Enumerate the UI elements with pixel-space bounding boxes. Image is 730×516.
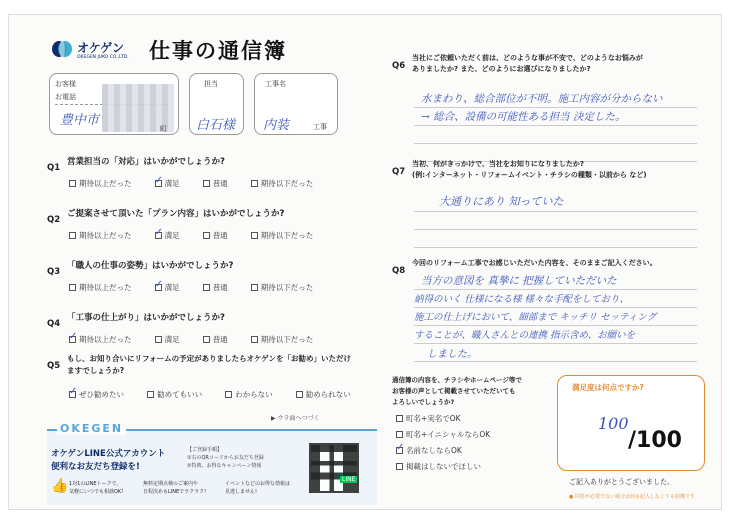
question-text-line1: 当社にご依頼いただく前は、どのような事が不安で、どのようなお悩みが (412, 54, 643, 62)
satisfaction-score: 100 (598, 414, 629, 433)
satisfaction-label: 満足度は何点ですか? (572, 383, 644, 392)
publish-text-line2: お客様の声として掲載させていただいても (392, 387, 516, 395)
publish-text-line1: 通信簿の内容を、チラシやホームページ等で (392, 376, 522, 384)
work-box (254, 73, 338, 135)
q6-answer-line2: → 総合、設備の可能性ある担当 決定した。 (421, 111, 626, 123)
question-text-line1: 当初、何がきっかけで、当社をお知りになりましたか? (412, 160, 584, 168)
checkbox-below[interactable] (251, 232, 258, 239)
checkbox-noname-checked[interactable] (396, 447, 403, 454)
checkbox-recommend-checked[interactable] (69, 391, 76, 398)
question-q1 (47, 155, 377, 188)
question-text: 営業担当の「対応」はいかがでしょうか? (67, 157, 225, 167)
line-qr-code[interactable] (309, 443, 359, 493)
q8-answer-line4: することが、職人さんとの連携 指示含め、お願いを (414, 330, 636, 341)
checkbox-below[interactable] (251, 336, 258, 343)
question-text-line1: もし、お知り合いにリフォームの予定がありましたらオケゲンを「お勧め」いただけ (67, 354, 352, 363)
brand-logo (51, 37, 161, 65)
option-noname[interactable]: ✓ 名前なしならOK (396, 445, 490, 456)
checkbox-normal[interactable] (203, 232, 210, 239)
checkbox-unsure[interactable] (225, 391, 232, 398)
question-text-line2: ますでしょうか? (67, 366, 125, 375)
thanks-note: ● 回答が必要でない場合は何も記入しなくても結構です (569, 494, 695, 500)
option-recommend[interactable]: ✓ ぜひ勧めたい (69, 389, 124, 400)
publish-options (396, 413, 508, 477)
customer-name-label: お客様 (55, 80, 76, 88)
brand-sub: OKEGEN JUKO CO.,LTD. (77, 55, 129, 60)
checkbox-satisfied-checked[interactable] (155, 180, 162, 187)
question-q4 (47, 311, 377, 344)
question-text-line1: 今回のリフォーム工事でお感じいただいた内容を、そのままご記入ください。 (412, 259, 657, 267)
checkbox-above[interactable] (69, 232, 76, 239)
promo-card-2: 無料定期点検のご案内や 日程決めもLINEでラクラク! (143, 481, 207, 495)
question-q5 (47, 353, 377, 399)
promo-note2: ①右のQRコードからお友だち登録 (187, 455, 264, 461)
option-realname[interactable]: 町名+実名でOK (396, 413, 490, 424)
staff-value: 白石様 (196, 118, 236, 133)
option-no[interactable]: 勧められない (296, 389, 351, 400)
option-below[interactable]: 期待以下だった (251, 178, 314, 189)
option-satisfied[interactable]: 満足 (155, 334, 180, 345)
town-suffix: 町 (160, 125, 167, 133)
option-above[interactable]: ✓ 期待以上だった (69, 334, 132, 345)
q8-answer-line5: しました。 (427, 349, 477, 360)
checkbox-below[interactable] (251, 180, 258, 187)
q8-answer-line2: 納得のいく 仕様になる様 様々な手配をしており、 (414, 294, 630, 305)
question-number: Q4 (47, 319, 61, 329)
question-text-line2: ありましたか? また、どのようにお選びになりましたか? (412, 65, 591, 73)
customer-box (49, 73, 179, 135)
question-q7 (392, 159, 702, 178)
checkbox-above-checked[interactable] (69, 336, 76, 343)
publish-text-line3: よろしいでしょうか? (392, 398, 455, 406)
checkbox-above[interactable] (69, 180, 76, 187)
question-text: 「職人の仕事の姿勢」はいかがでしょうか? (67, 261, 234, 271)
option-normal[interactable]: 普通 (203, 282, 228, 293)
option-above[interactable]: 期待以上だった (69, 178, 132, 189)
customer-name-value: 豊中市 (60, 113, 100, 128)
okegen-logo-icon (51, 40, 73, 58)
promo-card-3: イベントなどのお得な情報は 見逃しません! (225, 481, 291, 495)
option-above[interactable]: 期待以上だった (69, 230, 132, 241)
question-number: Q5 (47, 361, 61, 371)
options-row (69, 328, 331, 347)
option-normal[interactable]: 普通 (203, 178, 228, 189)
question-number: Q8 (392, 266, 406, 276)
options-row (69, 224, 331, 243)
options-row (69, 383, 369, 402)
turn-note: ▶ ウラ面へつづく (271, 415, 320, 422)
q8-answer-line1: 当方の意図を 真摯に 把握していただいた (421, 275, 617, 287)
question-text: 「工事の仕上がり」はいかがでしょうか? (67, 313, 225, 323)
checkbox-normal[interactable] (203, 180, 210, 187)
option-above[interactable]: 期待以上だった (69, 282, 132, 293)
survey-sheet (8, 14, 722, 510)
question-number: Q3 (47, 267, 61, 277)
question-text: ご提案させて頂いた「プラン内容」はいかがでしょうか? (67, 209, 285, 219)
option-initials[interactable]: 町名+イニシャルならOK (396, 429, 490, 440)
question-q2 (47, 207, 377, 240)
promo-line1: オケゲンLINE公式アカウント (51, 449, 166, 459)
checkbox-below[interactable] (251, 284, 258, 291)
option-normal[interactable]: 普通 (203, 230, 228, 241)
question-number: Q2 (47, 215, 61, 225)
promo-card-1: 👍 1対1のLINEトークで、 気軽にいつでも相談OK! (51, 478, 124, 495)
checkbox-satisfied[interactable] (155, 336, 162, 343)
question-text-line2: (例:インターネット・リフォームイベント・チラシの種類・以前から など) (412, 171, 647, 179)
option-nopublish[interactable]: 掲載はしないでほしい (396, 461, 490, 472)
options-row (69, 172, 331, 191)
option-maybe[interactable]: 勧めてもいい (147, 389, 202, 400)
checkbox-satisfied-checked[interactable] (155, 284, 162, 291)
checkbox-realname[interactable] (396, 415, 403, 422)
work-value: 内装 (263, 118, 290, 133)
question-q6 (392, 53, 702, 72)
checkbox-normal[interactable] (203, 336, 210, 343)
brand-name: オケゲン (77, 41, 125, 55)
option-satisfied[interactable]: ✓ 満足 (155, 282, 180, 293)
q7-answer-line1: 大通りにあり 知っていた (439, 195, 564, 208)
page-title: 仕事の通信簿 (149, 39, 287, 63)
option-below[interactable]: 期待以下だった (251, 230, 314, 241)
question-q3 (47, 259, 377, 292)
option-below[interactable]: 期待以下だった (251, 334, 314, 345)
question-number: Q1 (47, 163, 61, 173)
option-unsure[interactable]: わからない (225, 389, 273, 400)
checkbox-above[interactable] (69, 284, 76, 291)
promo-line2: 便利なお友だち登録を! (51, 462, 140, 472)
question-number: Q7 (392, 167, 406, 177)
promo-brand: OKEGEN (57, 422, 126, 435)
option-below[interactable]: 期待以下だった (251, 282, 314, 293)
staff-label: 担当 (204, 80, 218, 88)
qr-caption: LINE (342, 476, 356, 483)
option-normal[interactable]: 普通 (203, 334, 228, 345)
work-label: 工事名 (265, 80, 286, 88)
promo-note1: 【ご登録手順】 (187, 447, 223, 453)
checkbox-satisfied-checked[interactable] (155, 232, 162, 239)
options-row (69, 276, 331, 295)
thumbs-up-icon: 👍 (51, 478, 69, 494)
option-satisfied[interactable]: ✓ 満足 (155, 178, 180, 189)
staff-box (189, 73, 244, 135)
customer-phone-label: お電話 (55, 93, 76, 101)
satisfaction-max: /100 (628, 428, 682, 453)
promo-note3: ②特典、お得なキャンペーン情報 (187, 463, 262, 469)
checkbox-maybe[interactable] (147, 391, 154, 398)
work-suffix: 工事 (313, 123, 327, 131)
satisfaction-box (557, 375, 705, 471)
q8-answer-line3: 施工の仕上げにおいて、細部まで キッチリ セッティング (414, 312, 657, 323)
checkbox-normal[interactable] (203, 284, 210, 291)
line-promo (47, 422, 377, 505)
question-number: Q6 (392, 61, 406, 71)
checkbox-no[interactable] (296, 391, 303, 398)
checkbox-nopublish[interactable] (396, 463, 403, 470)
option-satisfied[interactable]: ✓ 満足 (155, 230, 180, 241)
thanks-text: ご記入ありがとうございました。 (569, 478, 674, 486)
q6-answer-line1: 水まわり、総合部位が不明。施工内容が分からない (421, 93, 663, 105)
checkbox-initials[interactable] (396, 431, 403, 438)
